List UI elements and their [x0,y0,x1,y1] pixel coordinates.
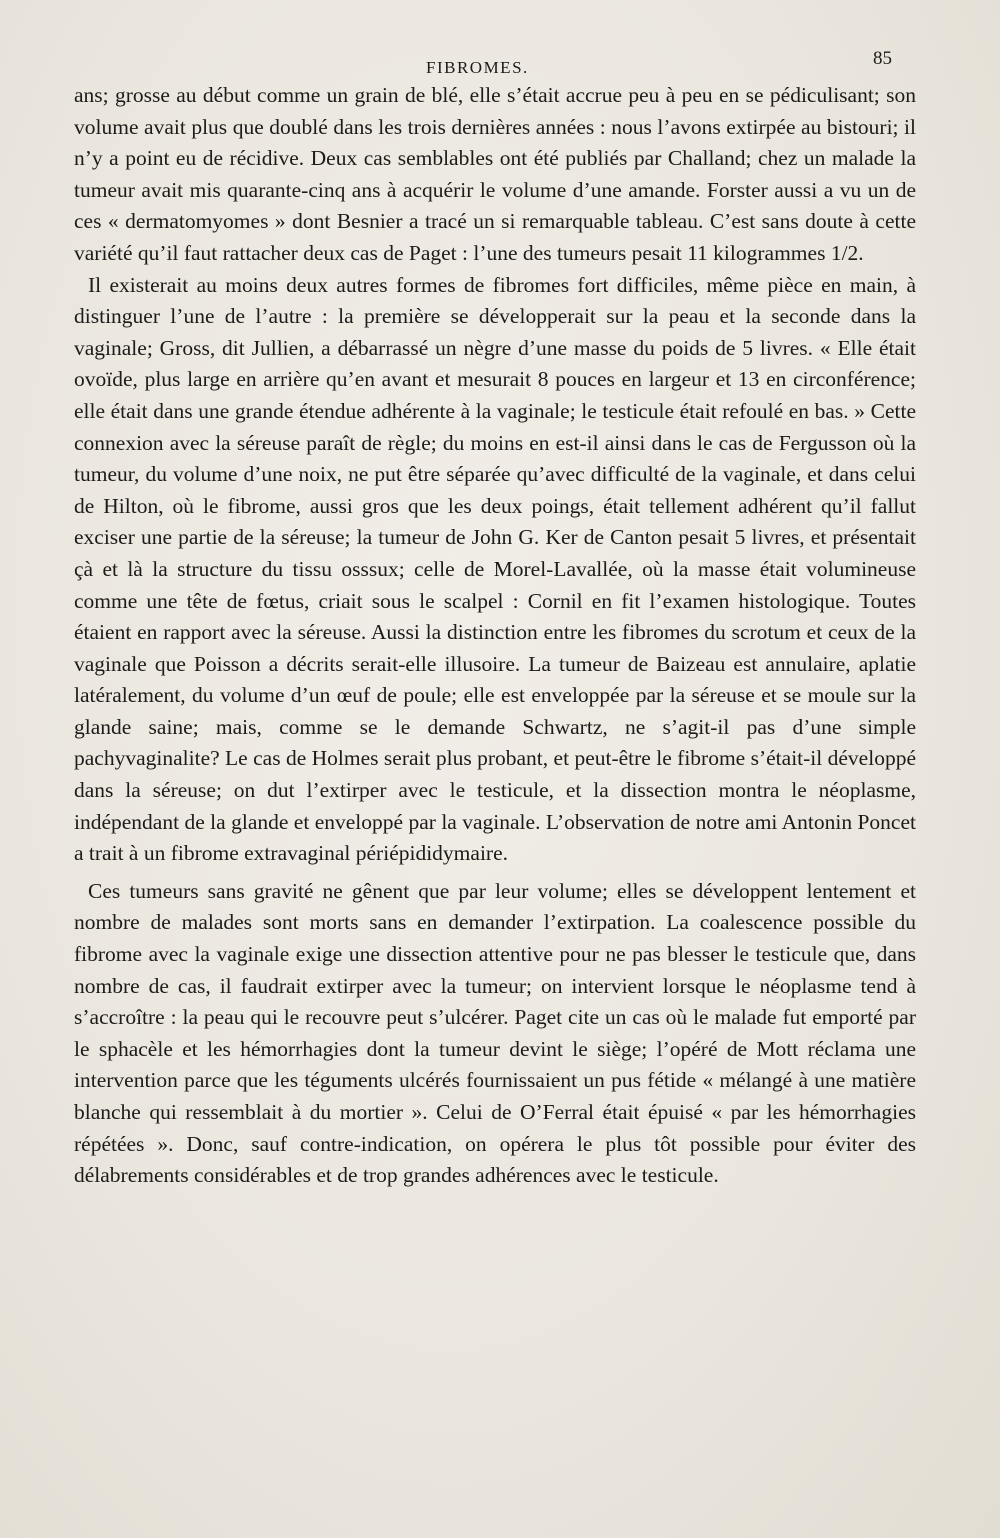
running-head: FIBROMES. [426,58,529,77]
paragraph-fibromes-forms: Il existerait au moins deux autres formes de fibromes fort difficiles, même pièce en main, à distinguer l’une de l’autre : la première se développerait sur la peau et la seconde dans la vaginale; Gross, dit Jullien, a débarrassé un nègre d’une masse du poids de 5 livres. « Elle était ovoïde, plus large en arrière qu’en avant et mesurait 8 pouces en largeur et 13 en circonférence; elle était dans une grande étendue adhérente à la vaginale; le testicule était refoulé en bas. » Cette connexion avec la séreuse paraît de règle; du moins en est-il ainsi dans le cas de Fergusson où la tumeur, du volume d’une noix, ne put être séparée qu’avec difficulté de la vaginale, et dans celui de Hilton, où le fibrome, aussi gros que les deux poings, était tellement adhérent qu’il fallut exciser une partie de la séreuse; la tumeur de John G. Ker de Canton pesait 5 livres, et présentait çà et là la structure du tissu osssux; celle de Morel-Lavallée, où la masse était volumineuse comme une tête de fœtus, criait sous le scalpel : Cornil en fit l’examen histologique. Toutes étaient en rapport avec la séreuse. Aussi la distinction entre les fibromes du scrotum et ceux de la vaginale que Poisson a décrits serait-elle illusoire. La tumeur de Baizeau est annulaire, aplatie latéralement, du volume d’un œuf de poule; elle est enveloppée par la séreuse et se moule sur la glande saine; mais, comme se le demande Schwartz, ne s’agit-il pas d’une simple pachyvaginalite? Le cas de Holmes serait plus probant, et peut-être le fibrome s’était-il développé dans la séreuse; on dut l’extirper avec le testicule, et la dissection montra le néoplasme, indépendant de la glande et enveloppé par la vaginale. L’observation de notre ami Antonin Poncet a trait à un fibrome extravaginal périépididymaire. [74,272,916,866]
body-text [74,80,916,1192]
paragraph-treatment: Ces tumeurs sans gravité ne gênent que par leur volume; elles se développent lentement et nombre de malades sont morts sans en demander l’extirpation. La coalescence possible du fibrome avec la vaginale exige une dissection attentive pour ne pas blesser le testicule que, dans nombre de cas, il faudrait extirper avec la tumeur; on intervient lorsque le néoplasme tend à s’accroître : la peau qui le recouvre peut s’ulcérer. Paget cite un cas où le malade fut emporté par le sphacèle et les hémorrhagies dont la tumeur devint le siège; l’opéré de Mott réclama une intervention parce que les téguments ulcérés fournissaient un pus fétide « mélangé à une matière blanche qui ressemblait à du mortier ». Celui de O’Ferral était épuisé « par les hémorrhagies répétées ». Donc, sauf contre-indication, on opérera le plus tôt possible pour éviter des délabrements considérables et de trop grandes adhérences avec le testicule. [74,878,916,1188]
page-number: 85 [873,48,892,69]
paragraph-continuation: ans; grosse au début comme un grain de blé, elle s’était accrue peu à peu en se pédiculisant; son volume avait plus que doublé dans les trois dernières années : nous l’avons extirpée au bistouri; il n’y a point eu de récidive. Deux cas semblables ont été publiés par Challand; chez un malade la tumeur avait mis quarante-cinq ans à acquérir le volume d’une amande. Forster aussi a vu un de ces « dermatomyomes » dont Besnier a tracé un si remarquable tableau. C’est sans doute à cette variété qu’il faut rattacher deux cas de Paget : l’une des tumeurs pesait 11 kilogrammes 1/2. [74,83,916,265]
